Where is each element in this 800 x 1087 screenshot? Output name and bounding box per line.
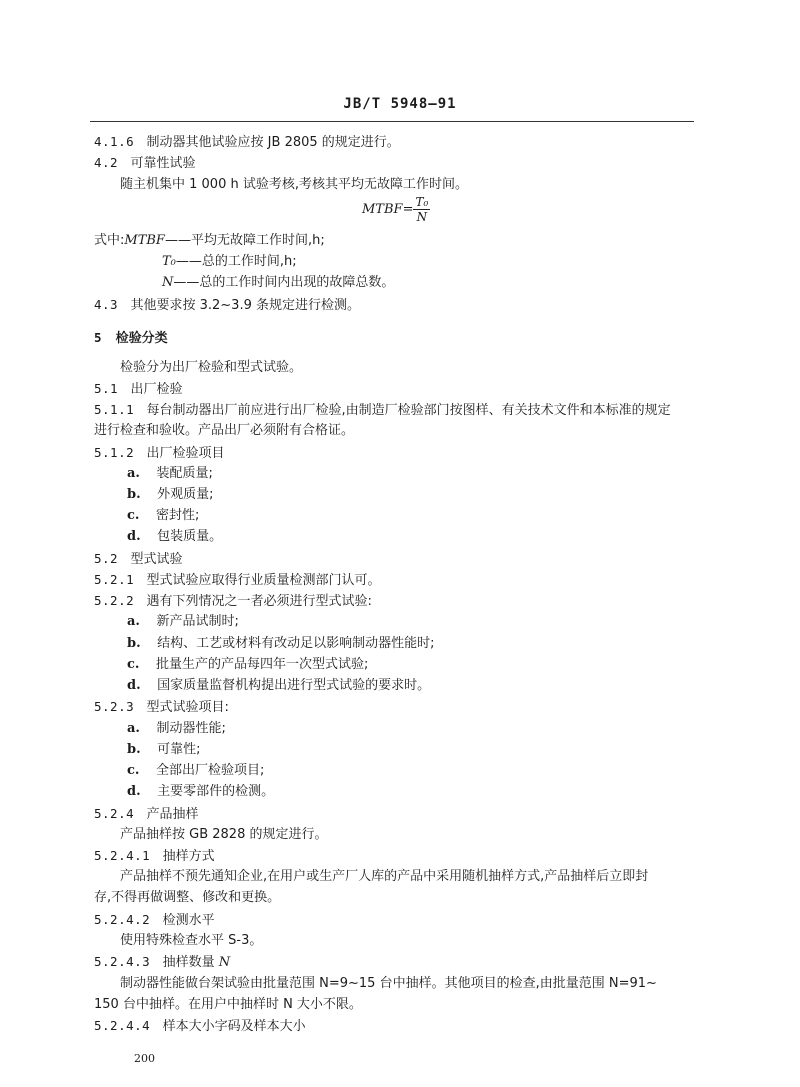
clause-5-1-2 xyxy=(94,444,225,463)
paragraph-line: 检验分为出厂检验和型式试验。 xyxy=(120,360,303,375)
list-text: 外观质量; xyxy=(157,487,214,502)
list-item xyxy=(127,486,214,504)
clause-number: 5.2.4.2 xyxy=(94,912,151,927)
clause-heading: 产品抽样 xyxy=(146,807,199,822)
clause-number: 5.2.4.3 xyxy=(94,954,151,969)
section-title: 检验分类 xyxy=(115,331,168,346)
clause-heading: 出厂检验项目 xyxy=(146,446,225,461)
legend-symbol: MTBF xyxy=(124,233,165,248)
clause-4-1-6 xyxy=(94,133,400,152)
page-header-standard-code: JB/T 5948—91 xyxy=(343,96,457,112)
list-letter: d. xyxy=(127,529,141,544)
clause-number: 4.1.6 xyxy=(94,134,135,149)
clause-number: 5.1.1 xyxy=(94,402,135,417)
legend-symbol: T₀ xyxy=(162,254,176,269)
clause-5-2-4-4 xyxy=(94,1017,306,1036)
formula-fraction xyxy=(413,195,430,224)
list-item xyxy=(127,762,264,780)
formula-lhs: MTBF xyxy=(362,202,403,217)
list-text: 国家质量监督机构提出进行型式试验的要求时。 xyxy=(157,678,431,693)
section-number: 5 xyxy=(94,330,103,345)
list-item xyxy=(127,465,213,483)
list-letter: a. xyxy=(127,721,140,736)
list-item xyxy=(127,613,239,631)
list-item xyxy=(127,635,435,653)
clause-number: 5.1 xyxy=(94,381,119,396)
formula-legend-t0 xyxy=(162,253,297,271)
legend-symbol: N xyxy=(162,275,174,290)
list-item xyxy=(127,528,222,546)
list-text: 装配质量; xyxy=(156,466,213,481)
clause-5-2-3 xyxy=(94,698,229,717)
section-5-heading xyxy=(94,329,168,348)
clause-number: 4.3 xyxy=(94,297,119,312)
clause-number: 5.2.3 xyxy=(94,699,135,714)
list-letter: b. xyxy=(127,636,141,651)
list-letter: a. xyxy=(127,614,140,629)
clause-number: 5.2.4.1 xyxy=(94,848,151,863)
paragraph-line: 产品抽样按 GB 2828 的规定进行。 xyxy=(120,827,328,842)
clause-5-2-4-2 xyxy=(94,911,215,930)
list-letter: d. xyxy=(127,784,141,799)
list-text: 制动器性能; xyxy=(156,721,226,736)
clause-heading: 出厂检验 xyxy=(130,382,183,397)
clause-number: 5.2.4.4 xyxy=(94,1018,151,1033)
clause-number: 5.2 xyxy=(94,551,119,566)
list-text: 批量生产的产品每四年一次型式试验; xyxy=(155,657,369,672)
clause-number: 4.2 xyxy=(94,155,119,170)
paragraph-line: 随主机集中 1 000 h 试验考核,考核其平均无故障工作时间。 xyxy=(120,177,468,192)
clause-5-2-4-3 xyxy=(94,953,230,972)
list-item xyxy=(127,720,226,738)
clause-4-2 xyxy=(94,154,196,173)
list-letter: c. xyxy=(127,763,140,778)
list-item xyxy=(127,656,368,674)
clause-5-2-4-1 xyxy=(94,847,215,866)
clause-heading: 型式试验 xyxy=(130,552,183,567)
list-item xyxy=(127,677,430,695)
clause-heading: 型式试验项目: xyxy=(146,700,229,715)
paragraph-line: 进行检查和验收。产品出厂必须附有合格证。 xyxy=(94,423,355,438)
list-item xyxy=(127,741,201,759)
clause-heading: 抽样方式 xyxy=(162,849,215,864)
list-letter: d. xyxy=(127,678,141,693)
list-text: 密封性; xyxy=(155,508,200,523)
clause-text: 每台制动器出厂前应进行出厂检验,由制造厂检验部门按图样、有关技术文件和本标准的规定 xyxy=(146,403,671,418)
clause-5-1 xyxy=(94,380,183,399)
clause-heading: 检测水平 xyxy=(162,913,215,928)
clause-5-2-4 xyxy=(94,805,199,824)
formula-legend-n xyxy=(162,274,394,292)
legend-text: ——总的工作时间,h; xyxy=(175,254,297,269)
clause-number: 5.2.4 xyxy=(94,806,135,821)
clause-text: 制动器其他试验应按 JB 2805 的规定进行。 xyxy=(146,135,400,150)
clause-text: 其他要求按 3.2~3.9 条规定进行检测。 xyxy=(130,298,360,313)
paragraph-line: 存,不得再做调整、修改和更换。 xyxy=(94,890,281,905)
clause-heading: 可靠性试验 xyxy=(130,156,196,171)
header-rule xyxy=(90,121,694,122)
list-item xyxy=(127,507,199,525)
clause-5-2-1 xyxy=(94,571,381,590)
clause-heading: 抽样数量 xyxy=(162,955,215,970)
formula-numerator: T₀ xyxy=(415,195,429,209)
clause-4-3 xyxy=(94,296,360,315)
mtbf-formula xyxy=(362,194,430,226)
legend-text: ——平均无故障工作时间,h; xyxy=(164,233,325,248)
clause-5-2-2 xyxy=(94,592,372,611)
paragraph-line: 150 台中抽样。在用户中抽样时 N 大小不限。 xyxy=(94,997,362,1012)
clause-number: 5.2.1 xyxy=(94,572,135,587)
clause-heading: 样本大小字码及样本大小 xyxy=(162,1019,306,1034)
list-text: 全部出厂检验项目; xyxy=(155,763,265,778)
list-letter: a. xyxy=(127,466,140,481)
clause-text: 遇有下列情况之一者必须进行型式试验: xyxy=(146,594,372,609)
clause-number: 5.1.2 xyxy=(94,445,135,460)
legend-prefix: 式中: xyxy=(94,233,125,248)
list-text: 主要零部件的检测。 xyxy=(157,784,275,799)
paragraph-line: 使用特殊检查水平 S-3。 xyxy=(120,933,263,948)
list-letter: b. xyxy=(127,742,141,757)
clause-5-1-1 xyxy=(94,401,700,420)
list-text: 可靠性; xyxy=(157,742,201,757)
clause-5-2 xyxy=(94,550,183,569)
clause-number: 5.2.2 xyxy=(94,593,135,608)
paragraph-line: 制动器性能做台架试验由批量范围 N=9~15 台中抽样。其他项目的检查,由批量范围 N=91~ xyxy=(120,976,657,991)
list-letter: b. xyxy=(127,487,141,502)
list-letter: c. xyxy=(127,657,140,672)
list-text: 结构、工艺或材料有改动足以影响制动器性能时; xyxy=(157,636,435,651)
list-text: 新产品试制时; xyxy=(156,614,239,629)
list-text: 包装质量。 xyxy=(157,529,223,544)
clause-text: 型式试验应取得行业质量检测部门认可。 xyxy=(146,573,381,588)
legend-text: ——总的工作时间内出现的故障总数。 xyxy=(173,275,395,290)
clause-symbol: N xyxy=(218,955,231,970)
formula-denominator: N xyxy=(416,210,428,224)
paragraph-line: 产品抽样不预先通知企业,在用户或生产厂人库的产品中采用随机抽样方式,产品抽样后立即封 xyxy=(120,869,649,884)
list-item xyxy=(127,783,274,801)
page-number: 200 xyxy=(134,1052,155,1065)
list-letter: c. xyxy=(127,508,140,523)
formula-legend-mtbf xyxy=(94,232,325,250)
formula-equals: = xyxy=(402,202,414,217)
